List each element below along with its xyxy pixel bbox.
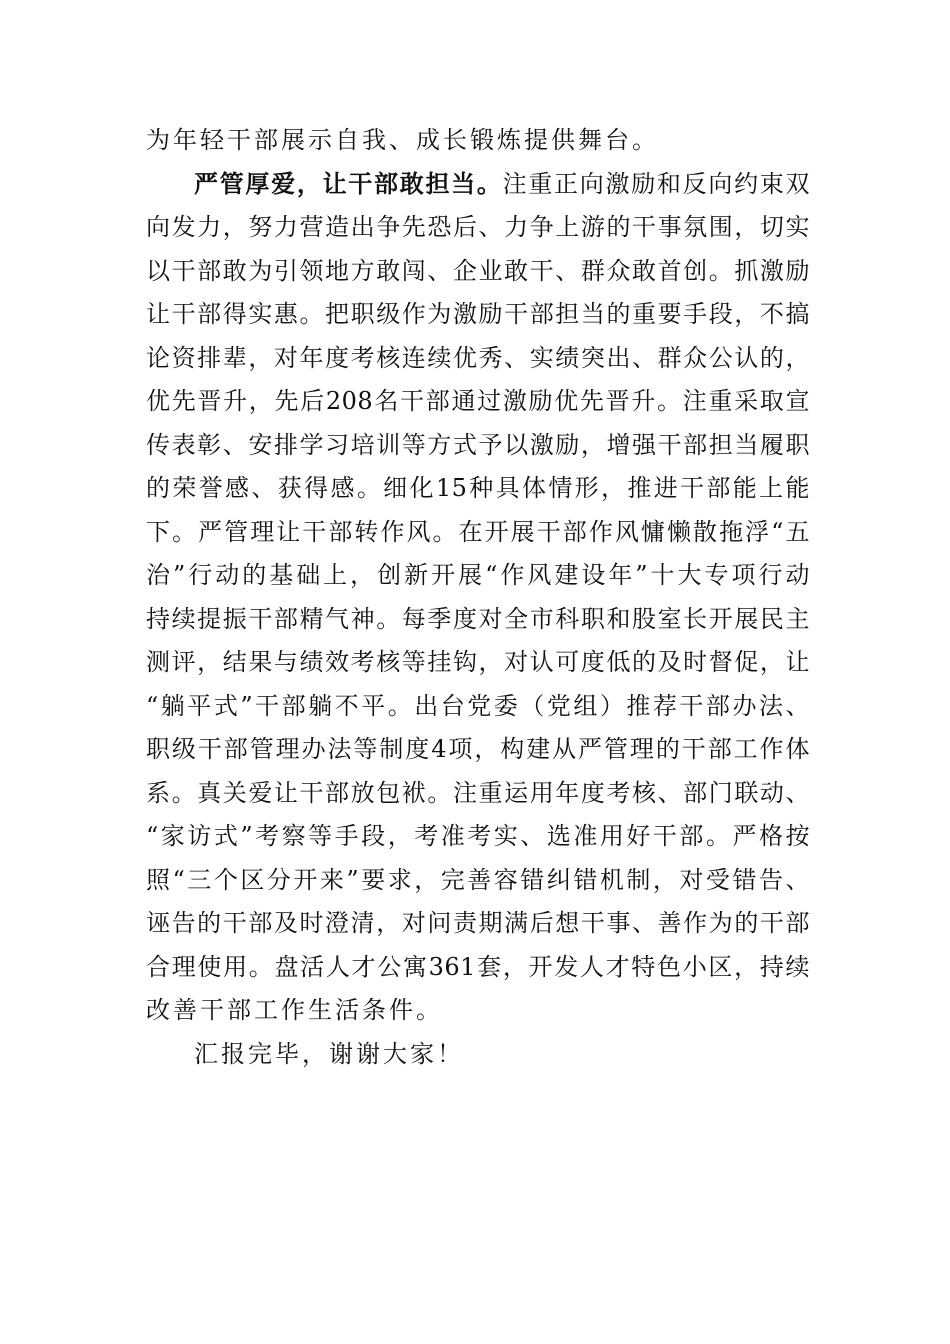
paragraph-line: 照“三个区分开来”要求，完善容错纠错机制，对受错告、 <box>146 865 810 894</box>
paragraph-line: 让干部得实惠。把职级作为激励干部担当的重要手段，不搞 <box>146 300 810 328</box>
paragraph-heading-line <box>146 163 810 207</box>
paragraph-line: 系。真关爱让干部放包袱。注重运用年度考核、部门联动、 <box>146 778 810 807</box>
paragraph-line: 改善干部工作生活条件。 <box>146 996 443 1024</box>
paragraph-line: 的荣誉感、获得感。细化15种具体情形，推进干部能上能 <box>146 474 810 502</box>
paragraph-line: 传表彰、安排学习培训等方式予以激励，增强干部担当履职 <box>146 430 810 459</box>
paragraph-heading: 严管厚爱，让干部敢担当。 <box>194 169 503 198</box>
paragraph-line: 职级干部管理办法等制度4项，构建从严管理的干部工作体 <box>146 735 810 763</box>
paragraph-line: “家访式”考察等手段，考准考实、选准用好干部。严格按 <box>146 822 810 850</box>
paragraph-line: 论资排辈，对年度考核连续优秀、实绩突出、群众公认的， <box>146 343 810 372</box>
paragraph-line-rest: 注重正向激励和反向约束双 <box>502 169 810 198</box>
paragraph-line: 下。严管理让干部转作风。在开展干部作风慵懒散拖浮“五 <box>146 517 810 546</box>
paragraph-line: 优先晋升，先后208名干部通过激励优先晋升。注重采取宣 <box>146 387 810 415</box>
closing-line: 汇报完毕，谢谢大家！ <box>194 1039 464 1068</box>
paragraph-line: 以干部敢为引领地方敢闯、企业敢干、群众敢首创。抓激励 <box>146 256 810 285</box>
document-body <box>146 119 810 1076</box>
paragraph-line: 测评，结果与绩效考核等挂钩，对认可度低的及时督促，让 <box>146 648 810 676</box>
paragraph-line: 合理使用。盘活人才公寓361套，开发人才特色小区，持续 <box>146 952 810 981</box>
paragraph-line: 诬告的干部及时澄清，对问责期满后想干事、善作为的干部 <box>146 909 810 937</box>
paragraph-line: 治”行动的基础上，创新开展“作风建设年”十大专项行动 <box>146 561 810 589</box>
paragraph-line: 为年轻干部展示自我、成长锻炼提供舞台。 <box>146 126 659 154</box>
paragraph-line: 向发力，努力营造出争先恐后、力争上游的干事氛围，切实 <box>146 213 810 241</box>
paragraph-line: “躺平式”干部躺不平。出台党委（党组）推荐干部办法、 <box>146 691 810 720</box>
paragraph-line: 持续提振干部精气神。每季度对全市科职和股室长开展民主 <box>146 604 810 633</box>
